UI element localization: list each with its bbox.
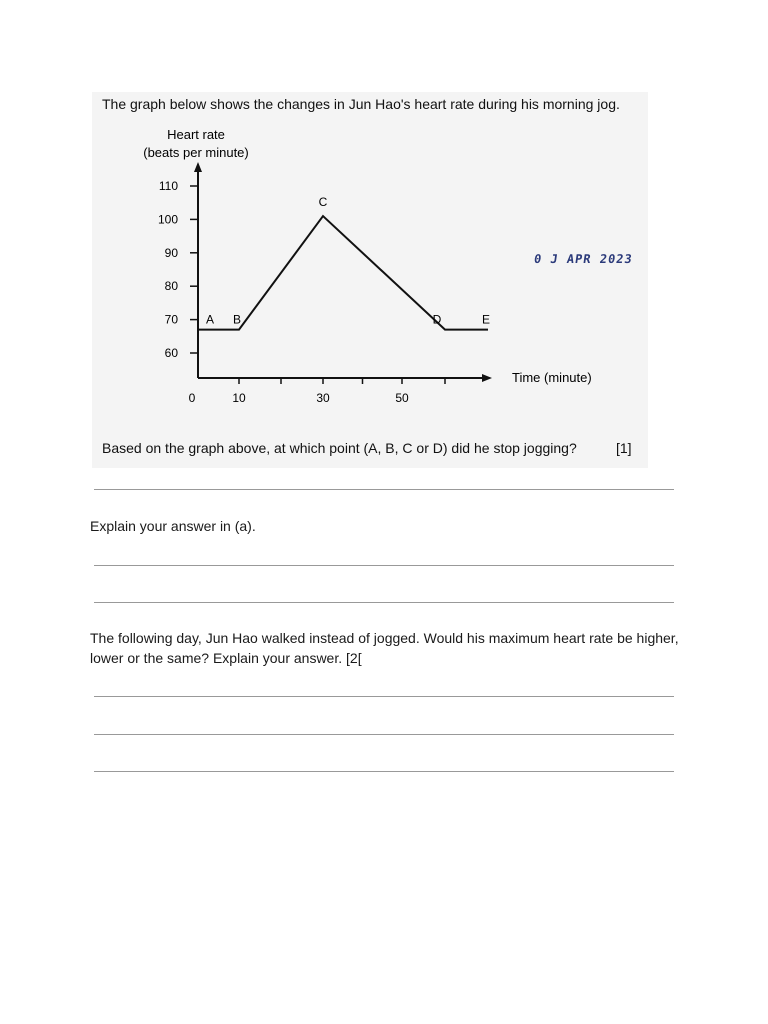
answer-line-c2[interactable] [94, 734, 674, 735]
x-tick-label: 50 [395, 391, 409, 405]
point-label-d: D [432, 312, 442, 327]
x-axis-arrow [482, 374, 492, 382]
question-c-text: The following day, Jun Hao walked instead of jogged. Would his maximum heart rate be higher, lower or the same? Explain your answer. [2[ [90, 630, 679, 666]
answer-line-b1[interactable] [94, 565, 674, 566]
heart-rate-line [198, 216, 491, 330]
y-tick-label: 60 [164, 346, 178, 360]
y-tick-label: 80 [164, 279, 178, 294]
date-stamp: 0 J APR 2023 [533, 252, 634, 266]
x-tick-label: 10 [232, 391, 246, 405]
answer-line-c3[interactable] [94, 771, 674, 772]
x-axis-label: Time (minute) [512, 370, 592, 385]
question-b-text: Explain your answer in (a). [90, 518, 256, 534]
answer-line-a[interactable] [94, 489, 674, 490]
answer-line-b2[interactable] [94, 602, 674, 603]
y-tick-label: 110 [158, 179, 178, 193]
scanned-graph-image [92, 92, 648, 468]
y-axis-label-line2: (beats per minute) [143, 145, 249, 160]
y-axis-arrow [194, 162, 202, 172]
question-a-text: Based on the graph above, at which point (A, B, C or D) did he stop jogging? [102, 440, 577, 456]
heart-rate-chart [92, 92, 648, 468]
y-tick-label: 100 [157, 212, 178, 227]
y-tick-label: 70 [164, 312, 178, 327]
graph-intro-text: The graph below shows the changes in Jun Hao's heart rate during his morning jog. [102, 96, 620, 112]
point-label-c: C [318, 195, 328, 210]
question-a-marks: [1] [616, 440, 632, 456]
y-axis-label-line1: Heart rate [167, 127, 225, 142]
answer-line-c1[interactable] [94, 696, 674, 697]
x-tick-label: 30 [316, 391, 330, 405]
x-tick-label: 0 [188, 391, 196, 405]
y-tick-label: 90 [164, 245, 178, 260]
point-label-b: B [232, 312, 242, 327]
point-label-a: A [205, 312, 215, 327]
point-label-e: E [481, 312, 491, 327]
